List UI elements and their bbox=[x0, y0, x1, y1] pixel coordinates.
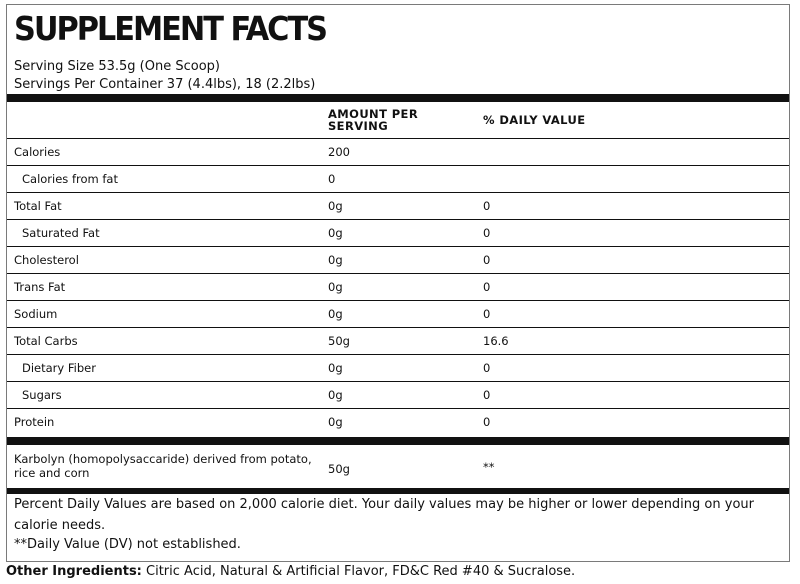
servings-per-container: Servings Per Container 37 (4.4lbs), 18 (2.2lbs) bbox=[14, 77, 316, 92]
other-ingredients bbox=[6, 563, 575, 581]
nutrient-amount: 0g bbox=[328, 415, 343, 429]
special-ingredient-row bbox=[7, 445, 789, 488]
nutrient-amount: 200 bbox=[328, 145, 350, 159]
serving-size: Serving Size 53.5g (One Scoop) bbox=[14, 59, 220, 74]
nutrient-amount: 50g bbox=[328, 334, 350, 348]
nutrient-name: Sodium bbox=[14, 307, 58, 321]
other-ingredients-text: Citric Acid, Natural & Artificial Flavor, FD&C Red #40 & Sucralose. bbox=[141, 564, 576, 579]
nutrient-name: Total Carbs bbox=[14, 334, 78, 348]
supplement-facts-panel bbox=[6, 4, 790, 562]
nutrient-row-cholesterol bbox=[7, 246, 789, 273]
nutrient-row-calories-from-fat bbox=[7, 165, 789, 192]
column-header-amount: AMOUNT PER SERVING bbox=[328, 107, 419, 133]
nutrient-daily-value: 0 bbox=[483, 388, 491, 402]
nutrient-amount: 0g bbox=[328, 361, 343, 375]
nutrient-name: Sugars bbox=[22, 388, 62, 402]
nutrient-name: Cholesterol bbox=[14, 253, 79, 267]
nutrient-daily-value: 0 bbox=[483, 199, 491, 213]
nutrient-name: Dietary Fiber bbox=[22, 361, 96, 375]
nutrient-row-calories bbox=[7, 138, 789, 165]
footnote-percent-daily-values: Percent Daily Values are based on 2,000 calorie diet. Your daily values may be higher or lower depending on your calorie needs. bbox=[14, 497, 754, 533]
nutrient-row-protein bbox=[7, 408, 789, 435]
nutrient-amount: 0g bbox=[328, 307, 343, 321]
nutrient-row-sodium bbox=[7, 300, 789, 327]
special-ingredient-amount: 50g bbox=[328, 462, 350, 476]
nutrient-name: Total Fat bbox=[14, 199, 62, 213]
footnote-dv-not-established: **Daily Value (DV) not established. bbox=[14, 537, 241, 552]
nutrient-daily-value: 0 bbox=[483, 253, 491, 267]
special-ingredient-name: Karbolyn (homopolysaccaride) derived from potato, rice and corn bbox=[14, 452, 312, 480]
nutrient-daily-value: 0 bbox=[483, 415, 491, 429]
divider-thick-top bbox=[7, 94, 789, 102]
nutrient-name: Trans Fat bbox=[14, 280, 66, 294]
nutrient-daily-value: 0 bbox=[483, 307, 491, 321]
nutrient-row-trans-fat bbox=[7, 273, 789, 300]
nutrient-row-saturated-fat bbox=[7, 219, 789, 246]
nutrient-name: Saturated Fat bbox=[22, 226, 100, 240]
nutrient-row-sugars bbox=[7, 381, 789, 408]
nutrient-daily-value: 0 bbox=[483, 226, 491, 240]
nutrient-amount: 0g bbox=[328, 388, 343, 402]
nutrient-amount: 0g bbox=[328, 226, 343, 240]
nutrient-table bbox=[7, 138, 789, 435]
nutrient-name: Calories bbox=[14, 145, 61, 159]
nutrient-amount: 0 bbox=[328, 172, 336, 186]
divider-thick-middle bbox=[7, 437, 789, 445]
nutrient-row-dietary-fiber bbox=[7, 354, 789, 381]
nutrient-name: Calories from fat bbox=[22, 172, 118, 186]
nutrient-amount: 0g bbox=[328, 253, 343, 267]
other-ingredients-label: Other Ingredients: bbox=[6, 564, 142, 579]
special-ingredient-daily-value: ** bbox=[483, 460, 495, 474]
nutrient-amount: 0g bbox=[328, 199, 343, 213]
nutrient-row-total-fat bbox=[7, 192, 789, 219]
nutrient-daily-value: 0 bbox=[483, 361, 491, 375]
panel-title: SUPPLEMENT FACTS bbox=[14, 9, 326, 48]
nutrient-daily-value: 0 bbox=[483, 280, 491, 294]
nutrient-name: Protein bbox=[14, 415, 55, 429]
nutrient-row-total-carbs bbox=[7, 327, 789, 354]
column-header-daily-value: % DAILY VALUE bbox=[483, 113, 586, 127]
nutrient-daily-value: 16.6 bbox=[483, 334, 509, 348]
nutrient-amount: 0g bbox=[328, 280, 343, 294]
